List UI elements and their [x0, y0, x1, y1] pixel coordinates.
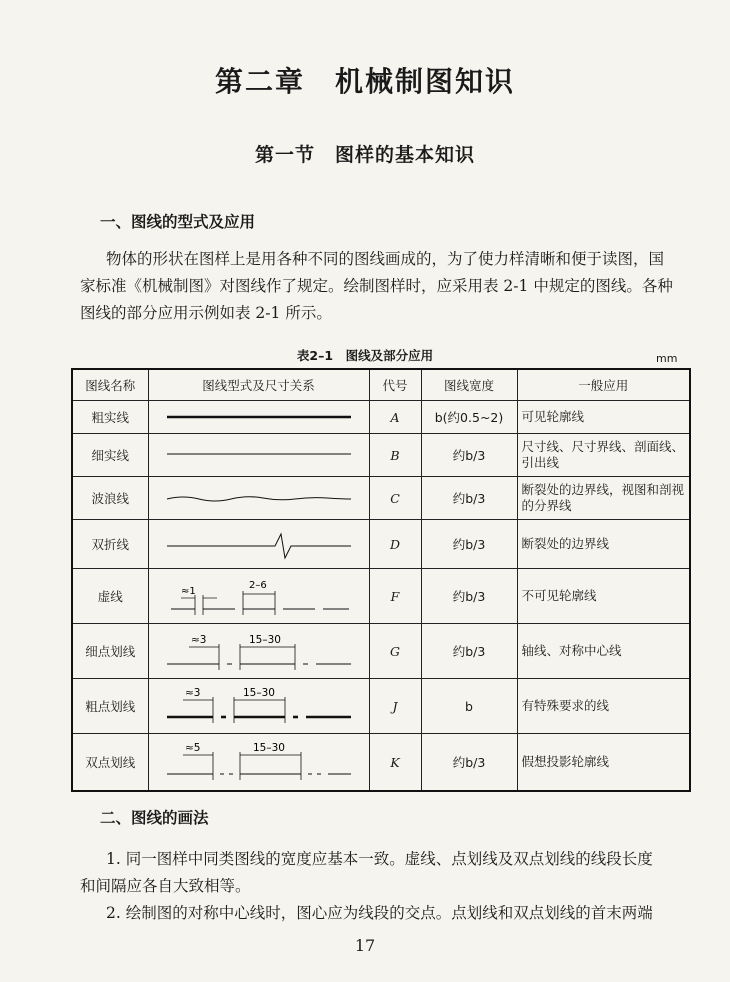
- line-name: 粗点划线: [72, 679, 148, 734]
- section-heading-2: 二、图线的画法: [100, 809, 209, 827]
- thick-line-graphic: [153, 401, 365, 433]
- table-row: [72, 679, 690, 734]
- line-code: F: [369, 569, 421, 624]
- line-code: A: [369, 401, 421, 434]
- header-code: 代号: [369, 369, 421, 401]
- intro-paragraph: [80, 246, 690, 327]
- para-line: 家标准《机械制图》对图线作了规定。绘制图样时，应采用表 2-1 中规定的图线。各种: [80, 277, 673, 295]
- line-use: 轴线、对称中心线: [517, 624, 690, 679]
- table-row: [72, 477, 690, 520]
- line-width: b(约0.5~2): [421, 401, 517, 434]
- dash-length-label: 15–30: [242, 687, 275, 699]
- table-row: [72, 520, 690, 569]
- line-sample-thick-dash-dot: [148, 679, 369, 734]
- line-code: C: [369, 477, 421, 520]
- line-use: 断裂处的边界线，视图和剖视的分界线: [517, 477, 690, 520]
- page-number: 17: [354, 936, 376, 955]
- header-width: 图线宽度: [421, 369, 517, 401]
- line-name: 细实线: [72, 434, 148, 477]
- line-width: 约b/3: [421, 477, 517, 520]
- line-name: 双折线: [72, 520, 148, 569]
- line-code: K: [369, 734, 421, 792]
- line-name: 粗实线: [72, 401, 148, 434]
- table-caption: 表2–1 图线及部分应用: [296, 348, 434, 363]
- line-width: 约b/3: [421, 624, 517, 679]
- line-sample-dashed: [148, 569, 369, 624]
- drawing-rules-paragraph: [80, 846, 690, 927]
- dot-gap-label: ≈3: [184, 687, 200, 699]
- line-sample-double-dash-dot: [148, 734, 369, 792]
- line-code: D: [369, 520, 421, 569]
- header-use: 一般应用: [517, 369, 690, 401]
- para-line: 物体的形状在图样上是用各种不同的图线画成的，为了使力样清晰和便于读图，国: [106, 250, 665, 268]
- line-code: J: [369, 679, 421, 734]
- thick-dash-dot-graphic: [153, 679, 365, 733]
- line-sample-zigzag: [148, 520, 369, 569]
- line-sample-thin: [148, 434, 369, 477]
- dash-length-label: 15–30: [252, 742, 285, 754]
- dot-gap-label: ≈3: [190, 634, 206, 646]
- para-line: 2. 绘制图的对称中心线时，图心应为线段的交点。点划线和双点划线的首末两端: [106, 904, 653, 922]
- dash-length-label: 15–30: [248, 634, 281, 646]
- line-use: 尺寸线、尺寸界线、剖面线、引出线: [517, 434, 690, 477]
- thin-line-graphic: [153, 434, 365, 476]
- line-use: 不可见轮廓线: [517, 569, 690, 624]
- line-code: B: [369, 434, 421, 477]
- line-use: 可见轮廓线: [517, 401, 690, 434]
- wavy-line-graphic: [153, 477, 365, 519]
- thin-dash-dot-graphic: [153, 624, 365, 678]
- dash-length-label: 2–6: [248, 580, 267, 591]
- zigzag-line-graphic: [153, 520, 365, 568]
- double-dash-dot-graphic: [153, 734, 365, 790]
- line-name: 波浪线: [72, 477, 148, 520]
- table-row: [72, 734, 690, 792]
- table-row: [72, 624, 690, 679]
- line-use: 有特殊要求的线: [517, 679, 690, 734]
- table-unit: mm: [656, 352, 678, 365]
- para-line: 图线的部分应用示例如表 2-1 所示。: [80, 304, 332, 322]
- line-width: 约b/3: [421, 434, 517, 477]
- line-width: 约b/3: [421, 520, 517, 569]
- line-name: 细点划线: [72, 624, 148, 679]
- table-row: [72, 401, 690, 434]
- line-width: 约b/3: [421, 569, 517, 624]
- header-form: 图线型式及尺寸关系: [148, 369, 369, 401]
- line-name: 虚线: [72, 569, 148, 624]
- chapter-title: 第二章 机械制图知识: [214, 65, 515, 98]
- line-width: b: [421, 679, 517, 734]
- line-types-table: [71, 368, 691, 792]
- header-name: 图线名称: [72, 369, 148, 401]
- para-line: 和间隔应各自大致相等。: [80, 877, 251, 895]
- line-name: 双点划线: [72, 734, 148, 792]
- line-use: 假想投影轮廓线: [517, 734, 690, 792]
- line-sample-thin-dash-dot: [148, 624, 369, 679]
- table-header-row: [72, 369, 690, 401]
- line-sample-thick: [148, 401, 369, 434]
- dashed-line-graphic: [153, 569, 365, 623]
- table-row: [72, 434, 690, 477]
- section-heading-1: 一、图线的型式及应用: [100, 213, 256, 231]
- para-line: 1. 同一图样中同类图线的宽度应基本一致。虚线、点划线及双点划线的线段长度: [106, 850, 653, 868]
- section-title: 第一节 图样的基本知识: [254, 144, 475, 166]
- dash-gap-label: ≈1: [180, 586, 196, 597]
- line-code: G: [369, 624, 421, 679]
- line-sample-wavy: [148, 477, 369, 520]
- line-use: 断裂处的边界线: [517, 520, 690, 569]
- dot-gap-label: ≈5: [184, 742, 200, 754]
- line-width: 约b/3: [421, 734, 517, 792]
- table-row: [72, 569, 690, 624]
